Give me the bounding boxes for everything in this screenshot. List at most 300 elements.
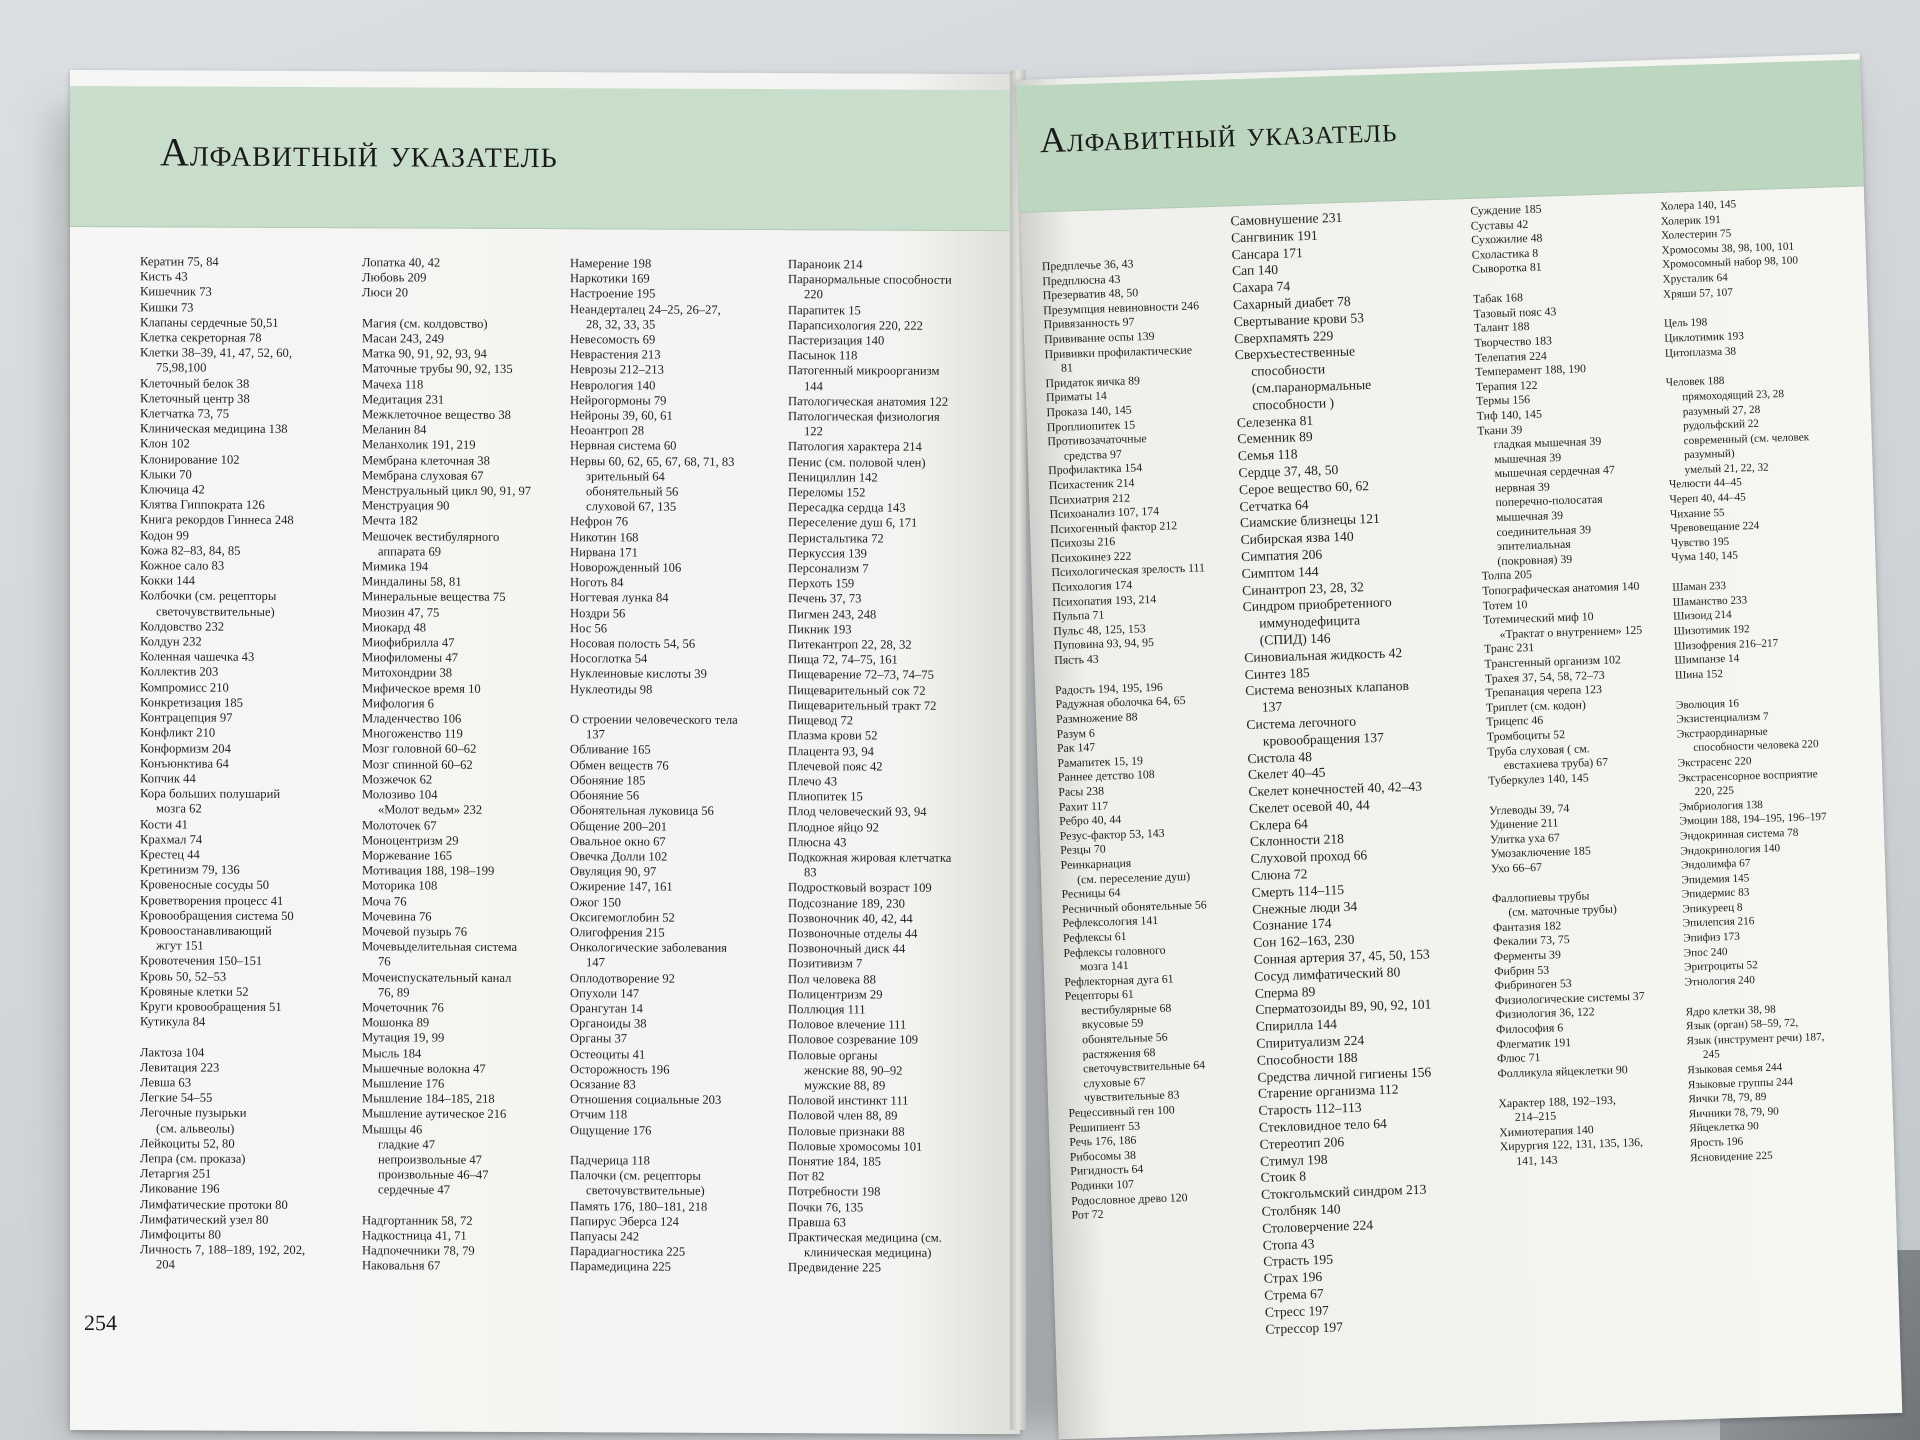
index-entry: Подкожная жировая клетчатка bbox=[788, 850, 952, 865]
index-entry: Табак 168 bbox=[1472, 290, 1524, 306]
index-column bbox=[570, 256, 738, 1275]
index-entry: Кора больших полушарий bbox=[140, 786, 281, 802]
index-entry: Ресничный обонятельные 56 bbox=[1061, 897, 1207, 916]
index-entry: Позвоночник 40, 42, 44 bbox=[788, 910, 913, 926]
index-entry: Пол человека 88 bbox=[788, 971, 876, 987]
index-entry: Человек 188 bbox=[1665, 375, 1725, 390]
index-entry: Стокгольмский синдром 213 bbox=[1260, 1181, 1427, 1203]
index-entry: Отчим 118 bbox=[570, 1107, 628, 1122]
index-entry: Падчерица 118 bbox=[570, 1153, 650, 1168]
index-entry: Патогенный микроорганизм bbox=[788, 363, 940, 379]
index-entry: Клыки 70 bbox=[140, 467, 192, 482]
index-entry: 83 bbox=[804, 865, 817, 880]
index-entry: Мышление 176 bbox=[362, 1076, 445, 1091]
index-entry: Реинкарнация bbox=[1060, 855, 1132, 872]
index-entry: Мышление аутическое 216 bbox=[362, 1106, 507, 1122]
index-entry: Сыворотка 81 bbox=[1471, 259, 1542, 277]
index-entry: Неврастения 213 bbox=[570, 347, 661, 362]
index-entry: Колдовство 232 bbox=[140, 619, 225, 634]
index-entry: Психопатия 193, 214 bbox=[1052, 591, 1157, 609]
index-entry: Сонная артерия 37, 45, 50, 153 bbox=[1253, 946, 1430, 968]
index-entry: Персонализм 7 bbox=[788, 561, 869, 576]
index-entry: Селезенка 81 bbox=[1236, 412, 1314, 430]
index-entry: Хирургия 122, 131, 135, 136, bbox=[1499, 1135, 1644, 1154]
index-entry: Половые органы bbox=[788, 1047, 878, 1063]
index-entry: Неандерталец 24–25, 26–27, bbox=[570, 301, 721, 317]
index-entry: Ухо 66–67 bbox=[1490, 859, 1543, 876]
index-entry: (СПИД) 146 bbox=[1259, 630, 1331, 648]
index-entry: Самовнушение 231 bbox=[1230, 209, 1343, 229]
index-entry: Радость 194, 195, 196 bbox=[1054, 679, 1163, 697]
index-entry: Мозг головной 60–62 bbox=[362, 741, 477, 757]
index-entry: Отношения социальные 203 bbox=[570, 1092, 722, 1107]
index-entry: Эндолимфа 67 bbox=[1680, 857, 1751, 872]
index-entry: Пищеварительный сок 72 bbox=[788, 682, 926, 698]
index-entry: Фибриноген 53 bbox=[1494, 976, 1572, 993]
index-entry: Трицепс 46 bbox=[1486, 713, 1544, 729]
index-entry: Половое созревание 109 bbox=[788, 1032, 919, 1048]
page-number: 254 bbox=[84, 1310, 117, 1336]
index-entry: Менструальный цикл 90, 91, 97 bbox=[362, 483, 532, 499]
index-entry: Физиологические системы 37 bbox=[1494, 988, 1645, 1008]
index-entry: Неврология 140 bbox=[570, 377, 656, 393]
index-entry: Сон 162–163, 230 bbox=[1252, 932, 1355, 951]
index-entry: Клапаны сердечные 50,51 bbox=[140, 315, 279, 330]
index-entry: Моноцентризм 29 bbox=[362, 832, 459, 848]
index-entry: Олигофрения 215 bbox=[570, 925, 665, 940]
index-entry: Психология 174 bbox=[1051, 577, 1133, 595]
index-entry: Митохондрии 38 bbox=[362, 665, 453, 681]
index-entry: Психокинез 222 bbox=[1050, 548, 1132, 566]
index-entry: Нейрогормоны 79 bbox=[570, 393, 667, 408]
index-entry: Сознание 174 bbox=[1252, 915, 1332, 934]
index-entry: Люси 20 bbox=[362, 285, 409, 300]
index-entry: Овуляция 90, 97 bbox=[570, 864, 657, 879]
index-entry: Плечевой пояс 42 bbox=[788, 758, 883, 774]
index-entry: Цитоплазма 38 bbox=[1664, 345, 1737, 360]
index-entry: Папирус Эберса 124 bbox=[570, 1213, 679, 1229]
index-entry: Клеточный центр 38 bbox=[140, 391, 250, 406]
index-entry: Легкие 54–55 bbox=[140, 1090, 213, 1105]
index-entry: Клетка секреторная 78 bbox=[140, 330, 262, 345]
index-entry: Нуклеиновые кислоты 39 bbox=[570, 666, 707, 682]
index-entry: Ясновидение 225 bbox=[1690, 1149, 1773, 1164]
index-entry: Матка 90, 91, 92, 93, 94 bbox=[362, 346, 487, 362]
index-entry: Надгортанник 58, 72 bbox=[362, 1213, 473, 1228]
index-entry: Обоняние 185 bbox=[570, 773, 646, 788]
index-entry: Нервы 60, 62, 65, 67, 68, 71, 83 bbox=[570, 453, 735, 469]
index-entry: Кровь 50, 52–53 bbox=[140, 968, 227, 984]
index-entry: Позитивизм 7 bbox=[788, 956, 863, 971]
index-entry: сердечные 47 bbox=[378, 1182, 451, 1198]
index-entry: Терапия 122 bbox=[1475, 377, 1538, 394]
index-entry: Психогенный фактор 212 bbox=[1049, 517, 1178, 536]
index-entry: Кишки 73 bbox=[140, 299, 194, 315]
index-entry: Клятва Гиппократа 126 bbox=[140, 497, 265, 513]
index-entry: Миокард 48 bbox=[362, 620, 427, 635]
index-entry: Пуповина 93, 94, 95 bbox=[1053, 635, 1155, 653]
index-entry: Настроение 195 bbox=[570, 286, 656, 301]
index-entry: мужские 88, 89 bbox=[804, 1078, 886, 1093]
index-entry: аппарата 69 bbox=[378, 544, 442, 559]
index-entry: Кокки 144 bbox=[140, 573, 196, 588]
index-entry: Хромосомный набор 98, 100 bbox=[1661, 254, 1799, 272]
index-entry: Шизотимик 192 bbox=[1673, 623, 1750, 638]
index-entry: Наковальня 67 bbox=[362, 1258, 441, 1273]
index-entry: Резус-фактор 53, 143 bbox=[1059, 825, 1165, 843]
index-entry: поперечно-полосатая bbox=[1495, 492, 1603, 510]
index-entry: Психастеник 214 bbox=[1048, 475, 1135, 493]
index-entry: Клиническая медицина 138 bbox=[140, 421, 288, 437]
index-entry: Раннее детство 108 bbox=[1057, 767, 1155, 785]
index-entry: Кровотечения 150–151 bbox=[140, 953, 263, 969]
index-entry: Миндалины 58, 81 bbox=[362, 574, 462, 589]
index-entry: Язык (инструмент речи) 187, bbox=[1686, 1030, 1825, 1048]
index-entry: Понятие 184, 185 bbox=[788, 1154, 881, 1169]
index-entry: Яички 78, 79, 89 bbox=[1688, 1091, 1767, 1106]
index-entry: зрительный 64 bbox=[586, 469, 665, 484]
index-entry: Мочевой пузырь 76 bbox=[362, 924, 468, 939]
index-entry: мышечная 39 bbox=[1493, 449, 1562, 466]
index-entry: 81 bbox=[1060, 360, 1074, 375]
index-entry: Мешочек вестибулярного bbox=[362, 528, 500, 544]
index-entry: Пигмен 243, 248 bbox=[788, 606, 877, 622]
index-entry: способности bbox=[1251, 361, 1326, 379]
left-page bbox=[70, 70, 1020, 1434]
index-entry: 137 bbox=[1261, 699, 1283, 715]
index-entry: Моча 76 bbox=[362, 893, 407, 908]
index-entry: Ребро 40, 44 bbox=[1059, 812, 1122, 829]
index-entry: Летаргия 251 bbox=[140, 1166, 212, 1181]
index-entry: Тазовый пояс 43 bbox=[1473, 303, 1557, 321]
index-entry: Противозачаточные bbox=[1047, 431, 1147, 449]
index-entry: Меланхолик 191, 219 bbox=[362, 437, 476, 453]
index-entry: Фантазия 182 bbox=[1492, 918, 1562, 935]
index-entry: Рецессивный ген 100 bbox=[1068, 1102, 1175, 1120]
index-entry: Свертывание крови 53 bbox=[1233, 309, 1365, 330]
index-entry: способности ) bbox=[1252, 394, 1335, 413]
index-entry: Родословное древо 120 bbox=[1071, 1189, 1188, 1208]
index-entry: Парадиагностика 225 bbox=[570, 1244, 686, 1259]
index-entry: Обоняние 56 bbox=[570, 788, 640, 803]
index-entry: Рак 147 bbox=[1056, 740, 1096, 756]
index-entry: Мембрана клеточная 38 bbox=[362, 452, 490, 468]
index-entry: Обмен веществ 76 bbox=[570, 757, 669, 773]
index-entry: Телепатия 224 bbox=[1474, 347, 1548, 365]
index-entry: мышечная сердечная 47 bbox=[1494, 462, 1615, 481]
index-entry: Никотин 168 bbox=[570, 529, 639, 545]
index-entry: (см. переселение душ) bbox=[1076, 868, 1191, 887]
index-entry: Надпочечники 78, 79 bbox=[362, 1243, 475, 1258]
index-column bbox=[1230, 208, 1441, 1338]
index-entry: 137 bbox=[586, 727, 605, 742]
index-entry: 220, 225 bbox=[1694, 784, 1735, 799]
index-entry: рудольфский 22 bbox=[1683, 417, 1760, 433]
index-entry: Осязание 83 bbox=[570, 1077, 636, 1092]
index-entry: Половой член 88, 89 bbox=[788, 1108, 898, 1123]
index-entry: Колбочки (см. рецепторы bbox=[140, 588, 277, 604]
index-entry: Психологическая зрелость 111 bbox=[1051, 560, 1206, 580]
index-entry: Молоточек 67 bbox=[362, 817, 437, 833]
index-entry: Характер 188, 192–193, bbox=[1498, 1092, 1617, 1110]
index-entry: Туберкулез 140, 145 bbox=[1488, 770, 1589, 788]
index-entry: Пульпа 71 bbox=[1052, 607, 1105, 624]
index-entry: Младенчество 106 bbox=[362, 711, 462, 726]
index-entry: 141, 143 bbox=[1515, 1152, 1558, 1168]
index-entry: Пикник 193 bbox=[788, 622, 852, 637]
index-entry: Пищевод 72 bbox=[788, 713, 854, 728]
index-entry: Ноготь 84 bbox=[570, 575, 624, 590]
index-entry: Скелет осевой 40, 44 bbox=[1248, 797, 1370, 816]
index-entry: Трепанация черепа 123 bbox=[1485, 682, 1603, 700]
index-entry: 76 bbox=[378, 954, 391, 969]
index-entry: Слуховой проход 66 bbox=[1250, 847, 1368, 867]
index-entry: Овечка Долли 102 bbox=[570, 849, 668, 864]
index-entry: Медитация 231 bbox=[362, 392, 445, 407]
index-entry: слуховые 67 bbox=[1083, 1074, 1146, 1091]
index-entry: Палочки (см. рецепторы bbox=[570, 1168, 701, 1183]
index-entry: Лимфатические протоки 80 bbox=[140, 1196, 288, 1212]
index-entry: Склера 64 bbox=[1249, 815, 1309, 833]
index-entry: Перхоть 159 bbox=[788, 576, 855, 591]
index-entry: Оксигемоглобин 52 bbox=[570, 909, 675, 925]
index-entry: Толпа 205 bbox=[1481, 567, 1533, 584]
index-entry: Конъюнктива 64 bbox=[140, 756, 229, 771]
index-entry: Семья 118 bbox=[1237, 446, 1298, 464]
index-entry: (покровная) 39 bbox=[1497, 551, 1573, 568]
index-entry: Лопатка 40, 42 bbox=[362, 255, 441, 270]
index-entry: Магия (см. колдовство) bbox=[362, 316, 488, 331]
index-entry: Мысль 184 bbox=[362, 1045, 422, 1061]
index-entry: Кости 41 bbox=[140, 816, 188, 832]
index-entry: слуховой 67, 135 bbox=[586, 499, 677, 514]
index-entry: Круги кровообращения 51 bbox=[140, 999, 282, 1014]
index-entry: Пищеварение 72–73, 74–75 bbox=[788, 667, 934, 683]
index-entry: Орангутан 14 bbox=[570, 1001, 643, 1016]
index-entry: 75,98,100 bbox=[156, 360, 207, 376]
index-entry: (см.паранормальные bbox=[1251, 376, 1372, 396]
index-entry: Привязанность 97 bbox=[1043, 314, 1135, 332]
index-entry: Экстраординарные bbox=[1676, 725, 1768, 741]
index-entry: Лимфоциты 80 bbox=[140, 1227, 221, 1242]
index-entry: Ресницы 64 bbox=[1061, 885, 1121, 902]
index-entry: Рецепторы 61 bbox=[1064, 987, 1134, 1004]
index-entry: Старость 112–113 bbox=[1258, 1099, 1362, 1119]
index-entry: Полицентризм 29 bbox=[788, 986, 883, 1002]
index-entry: Система венозных клапанов bbox=[1245, 678, 1410, 699]
index-entry: Память 176, 180–181, 218 bbox=[570, 1198, 708, 1214]
index-entry: Спиритуализм 224 bbox=[1256, 1032, 1365, 1051]
index-entry: Межклеточное вещество 38 bbox=[362, 407, 511, 422]
index-entry: Тиф 140, 145 bbox=[1476, 406, 1543, 423]
index-entry: Рахит 117 bbox=[1058, 798, 1109, 814]
index-entry: Мимика 194 bbox=[362, 559, 429, 574]
index-entry: Новорожденный 106 bbox=[570, 560, 682, 575]
index-entry: Контрацепция 97 bbox=[140, 710, 233, 725]
index-entry: Фолликула яйцеклетки 90 bbox=[1497, 1062, 1628, 1081]
index-entry: Экзистенциализм 7 bbox=[1676, 710, 1769, 726]
index-entry: Позвоночный диск 44 bbox=[788, 941, 906, 956]
index-entry: Клетчатка 73, 75 bbox=[140, 406, 230, 421]
entry-gap bbox=[140, 1030, 305, 1046]
index-entry: Яйцеклетка 90 bbox=[1689, 1120, 1759, 1135]
index-entry: непроизвольные 47 bbox=[378, 1152, 482, 1167]
index-entry: Плиопитек 15 bbox=[788, 789, 863, 804]
index-entry: Перистальтика 72 bbox=[788, 530, 884, 546]
index-entry: Холера 140, 145 bbox=[1660, 198, 1737, 213]
index-entry: Кроветворения процесс 41 bbox=[140, 892, 284, 908]
index-entry: евстахиева труба) 67 bbox=[1503, 754, 1609, 773]
index-entry: Наркотики 169 bbox=[570, 271, 650, 286]
index-entry: Кутикула 84 bbox=[140, 1014, 206, 1029]
index-entry: Сибирская язва 140 bbox=[1240, 528, 1354, 548]
index-entry: Сангвиник 191 bbox=[1230, 227, 1318, 246]
index-entry: Лактоза 104 bbox=[140, 1044, 205, 1060]
book-spread bbox=[70, 70, 1860, 1430]
index-entry: мышечная 39 bbox=[1495, 508, 1564, 525]
index-entry: Перкуссия 139 bbox=[788, 545, 867, 561]
index-entry: Стресс 197 bbox=[1264, 1302, 1330, 1320]
index-entry: обонятельный 56 bbox=[586, 484, 679, 499]
index-entry: Кровоостанавливающий bbox=[140, 923, 272, 938]
index-entry: Тотемический миф 10 bbox=[1482, 609, 1594, 627]
index-entry: светочувствительные) bbox=[156, 604, 275, 619]
index-entry: способности человека 220 bbox=[1693, 738, 1819, 755]
index-entry: Кожное сало 83 bbox=[140, 558, 225, 573]
index-entry: Схоластика 8 bbox=[1471, 245, 1539, 262]
index-entry: Пульс 48, 125, 153 bbox=[1053, 621, 1146, 638]
index-entry: Кисть 43 bbox=[140, 269, 188, 284]
index-entry: Овальное окно 67 bbox=[570, 833, 666, 849]
index-entry: Неоантроп 28 bbox=[570, 423, 645, 438]
index-entry: Плодное яйцо 92 bbox=[788, 819, 879, 835]
index-entry: Сверхпамять 229 bbox=[1233, 327, 1334, 346]
index-column bbox=[362, 255, 531, 1274]
index-entry: Трахея 37, 54, 58, 72–73 bbox=[1484, 667, 1605, 686]
index-entry: Ядро клетки 38, 98 bbox=[1685, 1003, 1776, 1019]
index-entry: Склонности 218 bbox=[1249, 831, 1345, 850]
index-entry: Эмбриология 138 bbox=[1678, 798, 1763, 814]
index-entry: 122 bbox=[804, 424, 823, 439]
entry-gap bbox=[570, 697, 738, 713]
index-entry: Личность 7, 188–189, 192, 202, bbox=[140, 1242, 306, 1258]
index-entry: Удинение 211 bbox=[1489, 815, 1559, 832]
index-entry: Триплет (см. кодон) bbox=[1485, 697, 1586, 715]
index-entry: Синтез 185 bbox=[1244, 664, 1310, 682]
index-entry: Старение организма 112 bbox=[1257, 1081, 1399, 1102]
index-entry: Почки 76, 135 bbox=[788, 1199, 864, 1215]
index-entry: Скелет 40–45 bbox=[1247, 764, 1326, 783]
index-entry: Прививки профилактические bbox=[1044, 342, 1193, 361]
index-entry: Чувство 195 bbox=[1670, 535, 1730, 550]
index-entry: Мочевина 76 bbox=[362, 908, 432, 924]
index-entry: Оплодотворение 92 bbox=[570, 970, 675, 986]
index-entry: Шаманство 233 bbox=[1672, 594, 1748, 609]
index-entry: Слюна 72 bbox=[1250, 866, 1308, 884]
index-entry: Кровообращения система 50 bbox=[140, 908, 294, 923]
index-entry: Челюсти 44–45 bbox=[1668, 476, 1742, 492]
index-entry: Трансгенный организм 102 bbox=[1484, 652, 1621, 671]
index-entry: Пенициллин 142 bbox=[788, 469, 878, 485]
index-entry: Онкологические заболевания bbox=[570, 940, 727, 955]
index-entry: растяжения 68 bbox=[1082, 1044, 1156, 1062]
index-entry: О строении человеческого тела bbox=[570, 712, 738, 727]
index-entry: Этнология 240 bbox=[1684, 974, 1756, 989]
index-entry: Экстрасенсорное восприятие bbox=[1678, 767, 1818, 785]
index-entry: Размножение 88 bbox=[1055, 709, 1138, 727]
index-entry: Рефлексология 141 bbox=[1062, 913, 1159, 931]
index-entry: Лейкоциты 52, 80 bbox=[140, 1136, 235, 1151]
index-entry: Экстрасенс 220 bbox=[1677, 755, 1752, 770]
index-entry: Пищеварительный тракт 72 bbox=[788, 698, 937, 713]
index-entry: Меланин 84 bbox=[362, 422, 427, 437]
index-entry: Конкретизация 185 bbox=[140, 695, 243, 710]
entry-gap bbox=[362, 301, 531, 317]
index-entry: разумный) bbox=[1683, 447, 1735, 462]
index-entry: Способности 188 bbox=[1256, 1049, 1358, 1068]
index-entry: Столбняк 140 bbox=[1261, 1201, 1341, 1219]
index-entry: Патологическая физиология bbox=[788, 409, 940, 424]
index-entry: Чума 140, 145 bbox=[1671, 549, 1739, 565]
index-entry: Кишечник 73 bbox=[140, 284, 212, 300]
index-entry: Органоиды 38 bbox=[570, 1016, 647, 1031]
index-entry: Решипиент 53 bbox=[1068, 1118, 1141, 1135]
index-entry: Приматы 14 bbox=[1045, 388, 1108, 405]
index-entry: Термы 156 bbox=[1476, 392, 1531, 409]
index-entry: Мифическое время 10 bbox=[362, 680, 481, 696]
index-entry: Холерик 191 bbox=[1660, 213, 1721, 228]
index-entry: Пересадка сердца 143 bbox=[788, 500, 906, 515]
index-entry: Ощущение 176 bbox=[570, 1122, 652, 1138]
index-entry: Плазма крови 52 bbox=[788, 728, 878, 743]
index-entry: Творчество 183 bbox=[1474, 333, 1553, 350]
index-entry: Снежные люди 34 bbox=[1251, 898, 1358, 917]
index-entry: Мошонка 89 bbox=[362, 1015, 430, 1030]
index-entry: Цель 198 bbox=[1663, 316, 1708, 331]
index-entry: Суставы 42 bbox=[1470, 216, 1529, 233]
index-entry: Коллектив 203 bbox=[140, 664, 219, 680]
index-entry: Мачеха 118 bbox=[362, 376, 424, 392]
index-entry: Шина 152 bbox=[1674, 667, 1724, 682]
page-title: Алфавитный указатель bbox=[1039, 109, 1398, 161]
index-entry: Страсть 195 bbox=[1263, 1252, 1334, 1270]
index-entry: Половые признаки 88 bbox=[788, 1123, 905, 1139]
index-entry: Потребности 198 bbox=[788, 1184, 881, 1199]
index-entry: 147 bbox=[586, 955, 605, 970]
index-entry: Эпос 240 bbox=[1683, 945, 1728, 960]
index-entry: Синовиальная жидкость 42 bbox=[1244, 644, 1403, 665]
index-entry: Циклотимик 193 bbox=[1664, 330, 1745, 345]
index-entry: кровообращения 137 bbox=[1262, 729, 1385, 749]
index-entry: Ноздри 56 bbox=[570, 605, 626, 621]
index-entry: Пясть 43 bbox=[1054, 651, 1099, 668]
index-entry: Ярость 196 bbox=[1689, 1135, 1744, 1150]
index-entry: современный (см. человек bbox=[1683, 430, 1810, 447]
index-entry: Нейроны 39, 60, 61 bbox=[570, 408, 673, 423]
index-entry: 144 bbox=[804, 378, 823, 393]
index-entry: Шаман 233 bbox=[1672, 580, 1727, 594]
index-entry: Профилактика 154 bbox=[1048, 460, 1143, 478]
index-entry: Нефрон 76 bbox=[570, 514, 629, 529]
index-entry: Миофиломены 47 bbox=[362, 650, 458, 665]
index-entry: Многоженство 119 bbox=[362, 726, 463, 741]
index-entry: Череп 40, 44–45 bbox=[1669, 491, 1747, 506]
index-entry: Проплиопитек 15 bbox=[1046, 416, 1136, 434]
index-entry: Сахара 74 bbox=[1232, 278, 1291, 296]
index-entry: 220 bbox=[804, 287, 823, 302]
index-entry: Половые хромосомы 101 bbox=[788, 1138, 923, 1154]
index-entry: светочувствительные 64 bbox=[1082, 1057, 1206, 1076]
